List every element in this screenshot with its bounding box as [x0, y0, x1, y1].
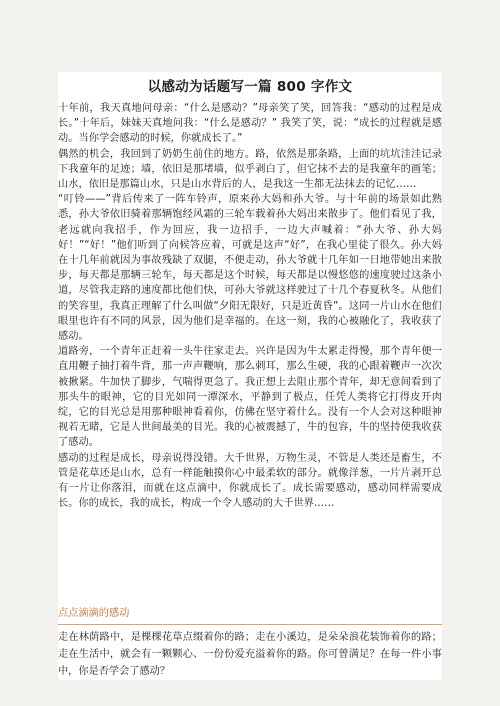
document-title: 以感动为话题写一篇 800 字作文	[147, 79, 353, 95]
section-paragraph: 走在林荫路中，是棵棵花草点缀着你的路；走在小溪边，是朵朵浪花装饰着你的路；走在生活中，就会有一颗颗心、一份份爱充溢着你的路。你可曾满足？在每一件小事中，你是否学会了感动？	[58, 632, 442, 678]
paragraph-3: “叮铃——”背后传来了一阵车铃声，原来孙大妈和孙大爷。与十年前的场景如此熟悉，孙大爷依旧骑着那辆饱经风霜的三轮车载着孙大妈出来散步了。他们看见了我，老远就向我招手，作为回应，我一边招手，一边大声喊着：“孙大爷、孙大妈好！”“好！”他们听到了向候答应着，可就是这声“好”，在我心里徒了很久。孙大妈在十几年前就因为事故残缺了双腿，不便走动，孙大爷就十几年如一日地带她出来散步，每天都是那辆三轮车，每天都是这个时候，每天都是以慢悠悠的速度驶过这条小道，尽管我走路的速度都比他们快，可孙大爷就这样驶过了十几个春夏秋冬。从他们的笑容里，我真正理解了什么叫做“夕阳无限好，只是近黄昏”。这同一片山水在他们眼里也许有不同的风景，因为他们是幸福的。在这一刻，我的心被融化了，我收获了感动。	[58, 194, 442, 343]
paragraph-4: 道路旁，一个青年正赶着一头牛往家走去。兴许是因为牛太累走得慢，那个青年便一直用鞭子抽打着牛背，那一声声鞭响，那么刺耳，那么生硬，我的心跟着鞭声一次次被揪紧。牛加快了脚步，气喘得更急了。我正想上去阻止那个青年，却无意间看到了那头牛的眼神，它的目光如同一潭深水，平静到了极点，任凭人类将它打得皮开肉绽，它的目光总是用那种眼神看着你，仿佛在坚守着什么。没有一个人会对这种眼神视若无睹，它是人世间最美的目光。我的心被震撼了，牛的包容，牛的坚持使我收获了感动。	[58, 346, 442, 449]
paragraph-5: 感动的过程是成长，母亲说得没错。大千世界，万物生灵，不管是人类还是畜生，不管是花草还是山水，总有一样能触摸你心中最柔软的部分。就像洋葱，一片片剥开总有一片让你落泪，而就在这点滴中，你就成长了。成长需要感动，感动同样需要成长。你的成长，我的成长，构成一个令人感动的大千世界……	[58, 452, 442, 510]
section-heading: 点点滴滴的感动	[58, 606, 442, 625]
page-gap	[58, 511, 442, 606]
paragraph-2: 偶然的机会，我回到了奶奶生前住的地方。路，依然是那条路，上面的坑坑洼洼记录下我童年的足迹；墙，依旧是那堵墙，似乎剥白了，但它抹不去的是我童年的画笔；山水，依旧是那篇山水，只是山水背后的人，是我这一生都无法抹去的记忆……	[58, 148, 442, 191]
document-page	[58, 72, 442, 680]
paragraph-1: 十年前，我天真地问母亲：“什么是感动？”母亲笑了笑，回答我：“感动的过程是成长。”十年后，妹妹天真地问我：“什么是感动？” 我笑了笑，说：“成长的过程就是感动。当你学会感动的时候，你就成长了。”	[58, 103, 442, 145]
